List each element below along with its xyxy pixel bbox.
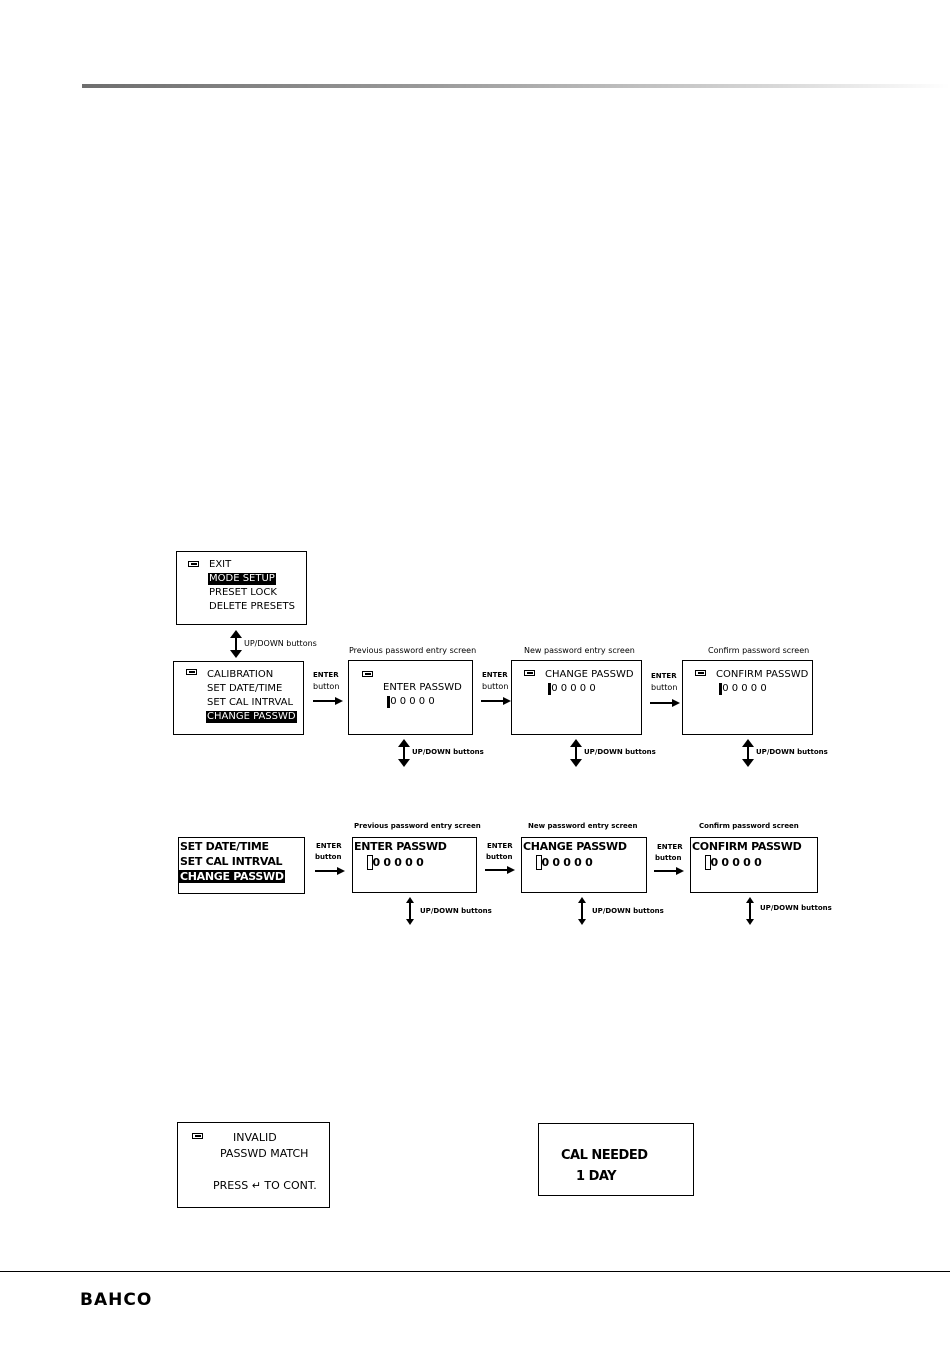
digit-values: 0 0 0 0 0 <box>372 856 424 869</box>
password-digits <box>367 855 423 870</box>
battery-icon <box>188 561 199 567</box>
screen-title: ENTER PASSWD <box>383 682 462 693</box>
enter-label: ENTER <box>316 842 342 850</box>
updown-label: UP/DOWN buttons <box>760 904 832 912</box>
up-down-arrow-icon <box>741 739 755 767</box>
password-digits <box>536 855 592 870</box>
updown-label: UP/DOWN buttons <box>420 907 492 915</box>
screen-caption: Previous password entry screen <box>349 646 477 655</box>
right-arrow-icon <box>650 699 680 707</box>
screen-caption: Confirm password screen <box>708 646 810 655</box>
footer-rule <box>0 1271 950 1272</box>
updown-label: UP/DOWN buttons <box>592 907 664 915</box>
brand-logo: BAHCO <box>80 1290 153 1310</box>
digit-values: 0 0 0 0 0 <box>722 683 767 694</box>
screen-title: ENTER PASSWD <box>354 840 447 853</box>
menu-item: SET DATE/TIME <box>207 683 283 694</box>
enter-sub: button <box>651 683 678 692</box>
password-screen-new <box>511 660 642 735</box>
password-screen-previous-2 <box>352 837 477 893</box>
digit-values: 0 0 0 0 0 <box>541 856 593 869</box>
enter-label: ENTER <box>487 842 513 850</box>
password-digits <box>705 855 761 870</box>
message-line: PASSWD MATCH <box>220 1147 309 1160</box>
up-down-arrow-icon <box>397 739 411 767</box>
enter-label: ENTER <box>651 672 677 680</box>
enter-sub: button <box>313 682 340 691</box>
battery-icon <box>186 669 197 675</box>
password-digits <box>548 683 596 695</box>
right-arrow-icon <box>654 867 684 875</box>
right-arrow-icon <box>315 867 345 875</box>
up-down-arrow-icon <box>745 897 755 925</box>
screen-title: CONFIRM PASSWD <box>692 840 802 853</box>
digit-values: 0 0 0 0 0 <box>390 696 435 707</box>
up-down-arrow-icon <box>569 739 583 767</box>
message-line: CAL NEEDED <box>561 1148 648 1163</box>
menu-item-selected: CHANGE PASSWD <box>180 870 284 883</box>
password-screen-new-2 <box>521 837 647 893</box>
menu-item-selected: MODE SETUP <box>209 573 275 584</box>
digit-values: 0 0 0 0 0 <box>551 683 596 694</box>
enter-sub: button <box>315 853 342 861</box>
menu-item: EXIT <box>209 559 232 570</box>
menu-item: SET CAL INTRVAL <box>180 855 283 868</box>
battery-icon <box>362 671 373 677</box>
digit-values: 0 0 0 0 0 <box>710 856 762 869</box>
battery-icon <box>524 670 535 676</box>
right-arrow-icon <box>481 697 511 705</box>
password-screen-confirm-2 <box>690 837 818 893</box>
updown-label: UP/DOWN buttons <box>412 748 484 756</box>
enter-sub: button <box>486 853 513 861</box>
header-rule <box>82 84 950 88</box>
updown-label: UP/DOWN buttons <box>244 639 317 648</box>
password-digits <box>387 696 435 708</box>
updown-label: UP/DOWN buttons <box>584 748 656 756</box>
menu-item: SET DATE/TIME <box>180 840 269 853</box>
battery-icon <box>192 1133 203 1139</box>
enter-sub: button <box>655 854 682 862</box>
battery-icon <box>695 670 706 676</box>
message-line: PRESS ↵ TO CONT. <box>213 1179 317 1192</box>
enter-label: ENTER <box>313 671 339 679</box>
menu-item: CALIBRATION <box>207 669 274 680</box>
menu-item: DELETE PRESETS <box>209 601 295 612</box>
up-down-arrow-icon <box>405 897 415 925</box>
up-down-arrow-icon <box>229 630 243 658</box>
enter-label: ENTER <box>657 843 683 851</box>
invalid-password-screen <box>177 1122 330 1208</box>
enter-sub: button <box>482 682 509 691</box>
password-digits <box>719 683 767 695</box>
menu-screen-left-2 <box>178 837 305 894</box>
menu-item: PRESET LOCK <box>209 587 277 598</box>
screen-caption: Confirm password screen <box>699 822 799 830</box>
screen-caption: New password entry screen <box>528 822 638 830</box>
right-arrow-icon <box>485 866 515 874</box>
menu-item-selected: CHANGE PASSWD <box>207 711 296 722</box>
message-line: INVALID <box>233 1131 277 1144</box>
message-line: 1 DAY <box>576 1169 617 1184</box>
menu-item: SET CAL INTRVAL <box>207 697 294 708</box>
screen-title: CHANGE PASSWD <box>545 669 634 680</box>
menu-screen-left <box>173 661 304 735</box>
updown-label: UP/DOWN buttons <box>756 748 828 756</box>
screen-caption: Previous password entry screen <box>354 822 481 830</box>
menu-screen-top <box>176 551 307 625</box>
enter-label: ENTER <box>482 671 508 679</box>
right-arrow-icon <box>313 697 343 705</box>
screen-title: CHANGE PASSWD <box>523 840 627 853</box>
screen-caption: New password entry screen <box>524 646 635 655</box>
password-screen-previous <box>348 660 473 735</box>
cal-needed-screen <box>538 1123 694 1196</box>
password-screen-confirm <box>682 660 813 735</box>
up-down-arrow-icon <box>577 897 587 925</box>
screen-title: CONFIRM PASSWD <box>716 669 809 680</box>
